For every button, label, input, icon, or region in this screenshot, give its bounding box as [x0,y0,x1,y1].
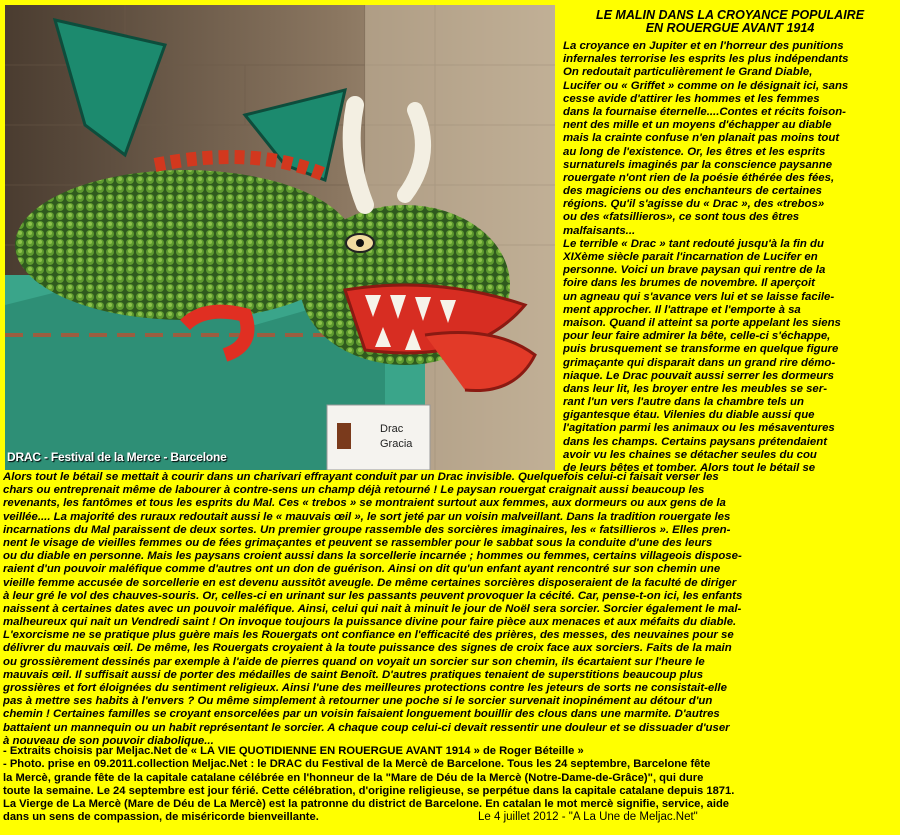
body-text-line: délivrer du mauvais œil. De même, les Rouergats croyaient à la toute puissance des signes de croix face aux sorciers. Faits de la main [3,642,732,655]
body-text-line: à nouveau de son pouvoir diabolique... [3,734,214,747]
side-text-line: XIXème siècle parait l'incarnation de Lucifer en [563,251,818,263]
side-text-line: niaque. Le Drac pouvait aussi serrer les dormeurs [563,369,834,382]
body-text-line: malheureux qui nait un Vendredi saint ! On invoque toujours la puissance divine pour faire pièce aux menaces et aux méfaits du diable. [3,616,737,629]
body-text-line: naissent à certaines dates avec un pouvoir maléfique. Ainsi, celui qui nait à minuit le jour de Noël sera sorcier. Sorcier également le mal- [3,602,742,615]
sign-text-drac: Drac [380,423,404,435]
footer-line: dans un sens de compassion, de miséricorde bienveillante. [3,811,319,824]
side-text-line: puis brusquement se transforme en quelque figure [563,343,839,356]
article-subtitle: EN ROUERGUE AVANT 1914 [645,21,815,35]
side-text-line: ou des «fatsillieros», ce sont tous des êtres [563,211,800,224]
body-text-line: mauvais œil. Il suffisait aussi de porter des médailles de saint Benoît. D'autres pratiques tenaient de superstitions beaucoup plus [3,668,704,681]
side-text-line: de leurs bêtes et tomber. Alors tout le bétail se [563,462,816,474]
side-text-line: La croyance en Jupiter et en l'horreur des punitions [563,40,844,52]
body-text-line: nent le visage de vieilles femmes ou de fées grimaçantes et peuvent se rassembler pour le sabbat sous la conduite d'une des leurs [3,536,713,549]
footer-line: toute la semaine. Le 24 septembre est jour férié. Cette célébration, d'origine religieuse, se perpétue dans la capitale catalane depuis 1871. [3,784,735,797]
body-text-line: chars ou entreprenait même de labourer à contre-sens un champ déjà retourné ! Le paysan rouergat craignait aussi beaucoup les [3,484,705,497]
side-text-line: rant l'un vers l'autre dans la chambre tels un [563,396,804,409]
body-text-line: Alors tout le bétail se mettait à courir dans un charivari effrayant conduit par un Drac invisible. Quelquefois celui-ci faisait verser les [3,471,719,483]
body-text-line: pas à mettre ses habits à l'envers ? Ou même simplement à retourner une poche si le sorcier survenait inopinément au détour d'un [3,695,713,708]
body-text-line: ou grossièrement dessinés par exemple à l'aide de pierres quand on voyait un sorcier sur son chemin, ils écartaient sur l'heure le [3,655,705,668]
side-text-line: surnaturels imaginés par la conscience paysanne [563,158,833,171]
footer-line: la Mercè, grande fête de la capitale catalane célébrée en l'honneur de la "Mare de Déu de la Mercè (Notre-Dame-de-Grâce)", qui dure [3,771,704,784]
side-text-line: maison. Quand il atteint sa porte appelant les siens [563,316,841,329]
side-text-line: Lucifer ou « Griffet » comme on le désignait ici, sans [563,79,849,92]
side-text-line: personne. Voici un brave paysan qui rentre de la [563,264,826,277]
side-text-line: dans les champs. Certains paysans prétendaient [563,435,827,448]
side-text-line: des magiciens ou des enchanteurs de certaines [563,185,822,198]
side-text-line: Le terrible « Drac » tant redouté jusqu'à la fin du [563,237,824,250]
article-title: LE MALIN DANS LA CROYANCE POPULAIRE [595,8,865,22]
body-text-line: revenants, les fantômes et tous les esprits du Mal. Ces « trebos » se montraient surtout aux femmes, aux dormeurs ou aux gens de la [3,497,726,510]
body-text-line: veillée.... La majorité des ruraux redoutait aussi le « mauvais œil », le sort jeté par un voisin malveillant. Dans la tradition rouergate les [3,510,731,523]
side-text-line: dans la fournaise éternelle....Contes et récits foison- [563,105,846,118]
body-text-line: ou du diable en personne. Mais les paysans croient aussi dans la sorcellerie incarnée ; hommes ou femmes, certains villageois dispose- [3,550,742,563]
side-text-line: mais la crainte confuse n'en planait pas moins tout [563,132,840,145]
side-text-line: au long de l'existence. Or, les êtres et les esprits [563,145,826,158]
article-side-column [563,40,899,475]
side-text-line: nent des mille et un moyens d'échapper au diable [563,119,832,132]
side-text-line: gigantesque étau. Vilenies du diable aussi que [563,409,815,422]
side-text-line: grimaçante qui disparait dans un grand rire démo- [563,356,836,369]
side-text-line: régions. Qu'il s'agisse du « Drac », des «trebos» [563,198,825,211]
body-text-line: vieille femme accusée de sorcellerie en est devenu aussitôt aveugle. De même certaines sorcières disposeraient de la faculté de diriger [3,576,737,589]
side-text-line: cesse avide d'attirer les hommes et les femmes [563,92,820,105]
body-text-line: à leur gré le vol des chauves-souris. Or, celles-ci en urinant sur les passants peuvent provoquer la cécité. Car, pense-t-on ici, les enfants [3,589,743,602]
sign-text-gracia: Gracia [380,438,413,450]
body-text-line: raient d'un pouvoir maléfique comme d'autres ont un don de guérison. Ainsi on dit qu'un enfant ayant rencontré sur son chemin une [3,563,721,576]
footer-line: La Vierge de La Mercè (Mare de Déu de La Mercè) est la patronne du district de Barcelone. En catalan le mot mercè signifie, service, aide [3,798,729,811]
body-text-line: incarnations du Mal paraissent de deux sortes. Un premier groupe rassemble des sorcières imaginaires, les « fatsillieros ». Elles pren- [3,523,731,536]
side-text-line: infernales terrorise les esprits les plus indépendants [563,53,849,66]
side-text-line: dans leur lit, les broyer entre les meubles se ser- [563,382,827,395]
body-text-line: chemin ! Certaines familles se croyant ensorcelées par un voisin faisaient longuement bouillir des clous dans une marmite. D'autres [3,708,720,721]
dragon-illustration [5,5,555,470]
side-text-line: ment approcher. Il l'attrape et l'emporte à sa [563,303,801,316]
side-text-line: foire dans les brumes de novembre. Il aperçoit [563,277,815,290]
body-text-line: L'exorcisme ne se pratique plus guère mais les Rouergats ont confiance en l'efficacité des prières, des messes, des neuvaines pour se [3,629,734,642]
footer-line: - Extraits choisis par Meljac.Net de « LA VIE QUOTIDIENNE EN ROUERGUE AVANT 1914 » de Roger Béteille » [3,745,584,757]
body-text-line: battaient un mannequin ou un habit représentant le sorcier. A chaque coup celui-ci devait ressentir une douleur et se dissuader d'user [3,721,730,734]
body-text-line: grossières et fort éloignées du sentiment religieux. Ainsi l'une des meilleures protections contre les jeteurs de sorts ne consistait-elle [3,682,727,694]
side-text-line: On redoutait particulièrement le Grand Diable, [563,66,813,79]
footer-line: - Photo. prise en 09.2011.collection Meljac.Net : le DRAC du Festival de la Mercè de Barcelone. Tous les 24 septembre, Barcelone fête [3,758,711,771]
side-text-line: un agneau qui s'avance vers lui et se laisse facile- [563,290,835,303]
footer-notes [3,745,899,825]
side-text-line: pour leur faire admirer la bête, celle-ci s'échappe, [563,330,831,343]
side-text-line: malfaisants... [563,224,636,237]
side-text-line: l'agitation parmi les animaux ou les mésaventures [563,422,835,435]
side-text-line: rouergate n'ont rien de la poésie éthérée des fées, [563,171,835,184]
photo-caption: DRAC - Festival de la Merce - Barcelone [7,450,227,464]
publication-date: Le 4 juillet 2012 - "A La Une de Meljac.Net" [478,811,698,823]
article-body [3,471,899,748]
dragon-photo [5,5,555,470]
side-text-line: avoir vu les chaines se détacher seules du cou [563,448,817,461]
